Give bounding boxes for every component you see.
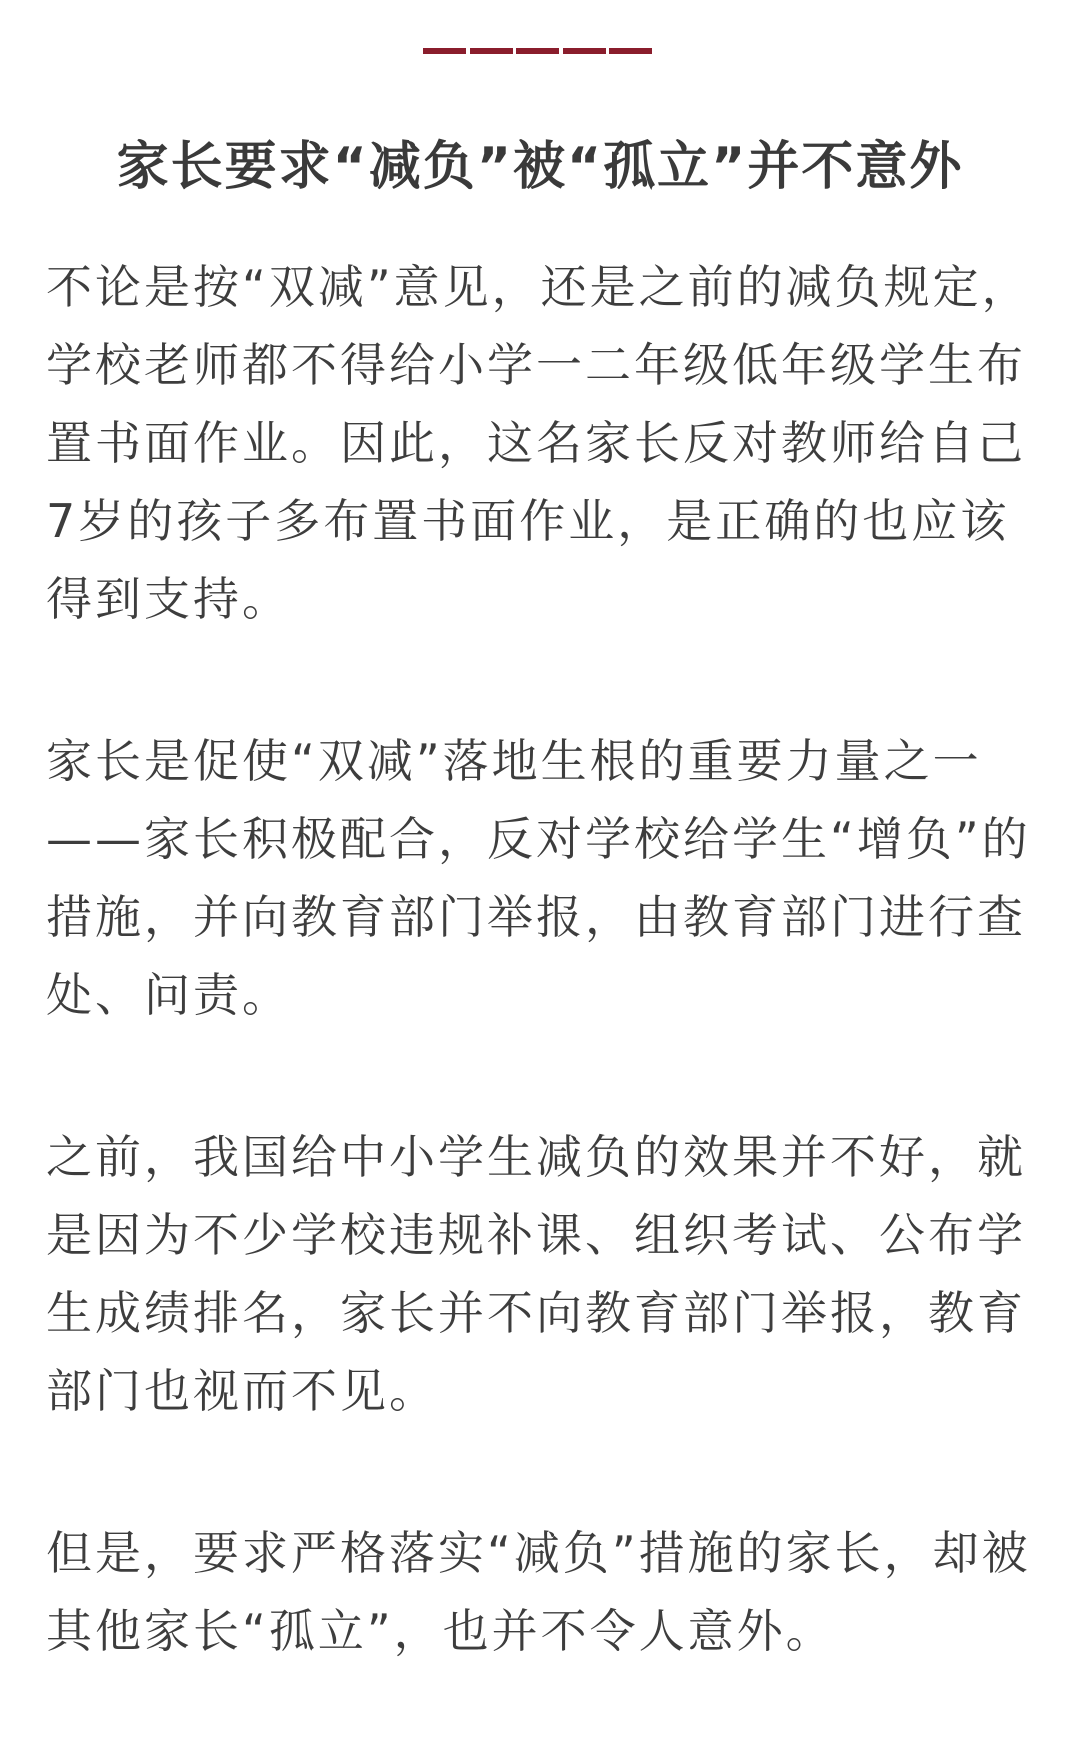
divider-segment xyxy=(516,48,559,54)
paragraph-line: 措施，并向教育部门举报，由教育部门进行查 xyxy=(46,890,1026,944)
paragraph-line: ——家长积极配合，反对学校给学生“增负”的 xyxy=(46,812,1031,866)
paragraph-line: 处、问责。 xyxy=(46,968,291,1022)
paragraph-line: 7岁的孩子多布置书面作业，是正确的也应该 xyxy=(46,494,1010,548)
paragraph-2 xyxy=(46,722,1034,1034)
divider-segment xyxy=(609,48,652,54)
paragraph-line: 其他家长“孤立”，也并不令人意外。 xyxy=(46,1604,835,1658)
section-title: 家长要求“减负”被“孤立”并不意外 xyxy=(116,136,964,197)
paragraph-line: 不论是按“双减”意见，还是之前的减负规定， xyxy=(46,260,1031,314)
paragraph-line: 生成绩排名，家长并不向教育部门举报，教育 xyxy=(46,1286,1026,1340)
paragraph-line: 是因为不少学校违规补课、组织考试、公布学 xyxy=(46,1208,1026,1262)
paragraph-line: 学校老师都不得给小学一二年级低年级学生布 xyxy=(46,338,1026,392)
paragraph-1 xyxy=(46,248,1034,638)
paragraph-line: 家长是促使“双减”落地生根的重要力量之一 xyxy=(46,734,982,788)
paragraph-line: 置书面作业。因此，这名家长反对教师给自己 xyxy=(46,416,1026,470)
paragraph-4 xyxy=(46,1514,1034,1670)
paragraph-line: 部门也视而不见。 xyxy=(46,1364,438,1418)
divider-segment xyxy=(563,48,606,54)
section-divider xyxy=(423,48,652,54)
divider-segment xyxy=(470,48,513,54)
paragraph-3 xyxy=(46,1118,1034,1430)
article-body xyxy=(46,248,1034,1754)
paragraph-line: 但是，要求严格落实“减负”措施的家长，却被 xyxy=(46,1526,1031,1580)
paragraph-line: 得到支持。 xyxy=(46,572,291,626)
paragraph-line: 之前，我国给中小学生减负的效果并不好，就 xyxy=(46,1130,1026,1184)
divider-segment xyxy=(423,48,466,54)
